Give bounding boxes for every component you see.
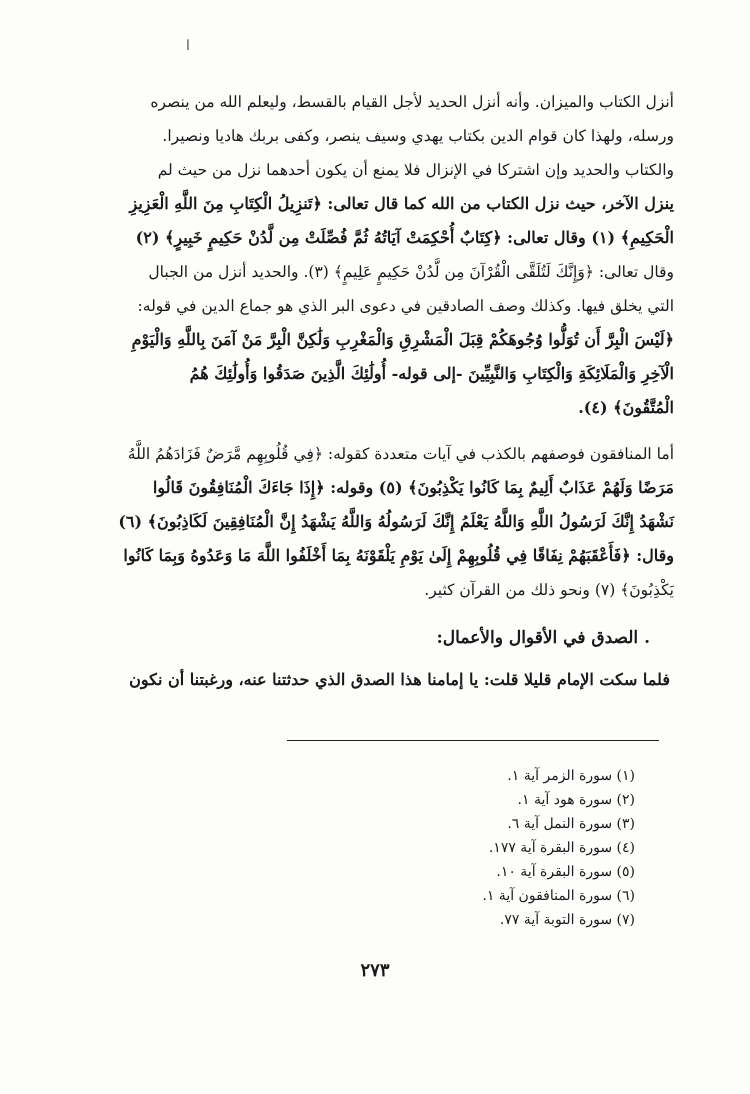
body-text bbox=[80, 92, 674, 614]
text-line: الْآخِرِ وَالْمَلَائِكَةِ وَالْكِتَابِ وَالنَّبِيِّينَ -إلى قوله- أُولَٰئِكَ الَّذِينَ صَدَقُوا وَأُولَٰئِكَ هُمُ bbox=[189, 364, 674, 383]
text-line: ينزل الآخر، حيث نزل الكتاب من الله كما قال تعالى: ﴿تَنزِيلُ الْكِتَابِ مِنَ اللَّهِ الْعَزِيزِ bbox=[129, 194, 674, 213]
text-line: مَرَضًا وَلَهُمْ عَذَابٌ أَلِيمٌ بِمَا كَانُوا يَكْذِبُونَ﴾ (٥) وقوله: ﴿إِذَا جَاءَكَ الْمُنَافِقُونَ قَالُوا bbox=[152, 478, 674, 497]
text-line: يَكْذِبُونَ﴾ (٧) ونحو ذلك من القرآن كثير. bbox=[424, 581, 674, 599]
text-line: أما المنافقون فوصفهم بالكذب في آيات متعددة كقوله: ﴿فِي قُلُوبِهِم مَّرَضٌ فَزَادَهُمُ اللَّهُ bbox=[127, 445, 674, 463]
footnote: (٤) سورة البقرة آية ١٧٧. bbox=[488, 840, 635, 856]
footnote-divider bbox=[287, 740, 659, 741]
text-line: نَشْهَدُ إِنَّكَ لَرَسُولُ اللَّهِ وَاللَّهُ يَعْلَمُ إِنَّكَ لَرَسُولُهُ وَاللَّهُ يَشْهَدُ إِنَّ الْمُنَافِقِينَ لَكَاذِبُونَ﴾ (٦) bbox=[118, 512, 674, 531]
footnote: (٥) سورة البقرة آية ١٠. bbox=[496, 864, 635, 880]
text-line: وقال: ﴿فَأَعْقَبَهُمْ نِفَاقًا فِي قُلُوبِهِمْ إِلَىٰ يَوْمِ يَلْقَوْنَهُ بِمَا أَخْلَفُوا اللَّهَ مَا وَعَدُوهُ وَبِمَا كَانُوا bbox=[123, 546, 674, 565]
scan-mark: ا bbox=[186, 38, 190, 54]
section-heading: . الصدق في الأقوال والأعمال: bbox=[436, 628, 650, 648]
text-line: التي يخلق فيها. وكذلك وصف الصادقين في دعوى البر الذي هو جماع الدين في قوله: bbox=[137, 297, 674, 315]
text-line: ورسله، ولهذا كان قوام الدين بكتاب يهدي وسيف ينصر، وكفى بربك هاديا ونصيرا. bbox=[162, 127, 674, 145]
footnote: (٣) سورة النمل آية ٦. bbox=[507, 816, 635, 832]
text-line: الْحَكِيمِ﴾ (١) وقال تعالى: ﴿كِتَابٌ أُحْكِمَتْ آيَاتُهُ ثُمَّ فُصِّلَتْ مِن لَّدُنْ حَكِيمٍ خَبِيرٍ﴾ (٢) bbox=[135, 228, 674, 247]
footnote: (٧) سورة التوبة آية ٧٧. bbox=[499, 912, 635, 928]
footnote: (٦) سورة المنافقون آية ١. bbox=[482, 888, 635, 904]
lead-line: فلما سكت الإمام قليلا قلت: يا إمامنا هذا الصدق الذي حدثتنا عنه، ورغبتنا أن نكون bbox=[129, 670, 670, 689]
text-line: الْمُتَّقُونَ﴾ (٤). bbox=[578, 398, 674, 417]
footnotes bbox=[482, 764, 635, 932]
page-number: ٢٧٣ bbox=[360, 960, 390, 981]
text-line: وقال تعالى: ﴿وَإِنَّكَ لَتُلَقَّى الْقُرْآنَ مِن لَّدُنْ حَكِيمٍ عَلِيمٍ﴾ (٣). والحديد أنزل من الجبال bbox=[148, 263, 674, 281]
footnote: (١) سورة الزمر آية ١. bbox=[507, 768, 635, 784]
footnote: (٢) سورة هود آية ١. bbox=[517, 792, 635, 808]
text-line: والكتاب والحديد وإن اشتركا في الإنزال فلا يمنع أن يكون أحدهما نزل من حيث لم bbox=[157, 161, 674, 179]
text-line: أنزل الكتاب والميزان. وأنه أنزل الحديد لأجل القيام بالقسط، وليعلم الله من ينصره bbox=[150, 93, 674, 111]
text-line: ﴿لَيْسَ الْبِرَّ أَن تُوَلُّوا وُجُوهَكُمْ قِبَلَ الْمَشْرِقِ وَالْمَغْرِبِ وَلَٰكِنَّ الْبِرَّ مَنْ آمَنَ بِاللَّهِ وَالْيَوْمِ bbox=[131, 330, 674, 349]
